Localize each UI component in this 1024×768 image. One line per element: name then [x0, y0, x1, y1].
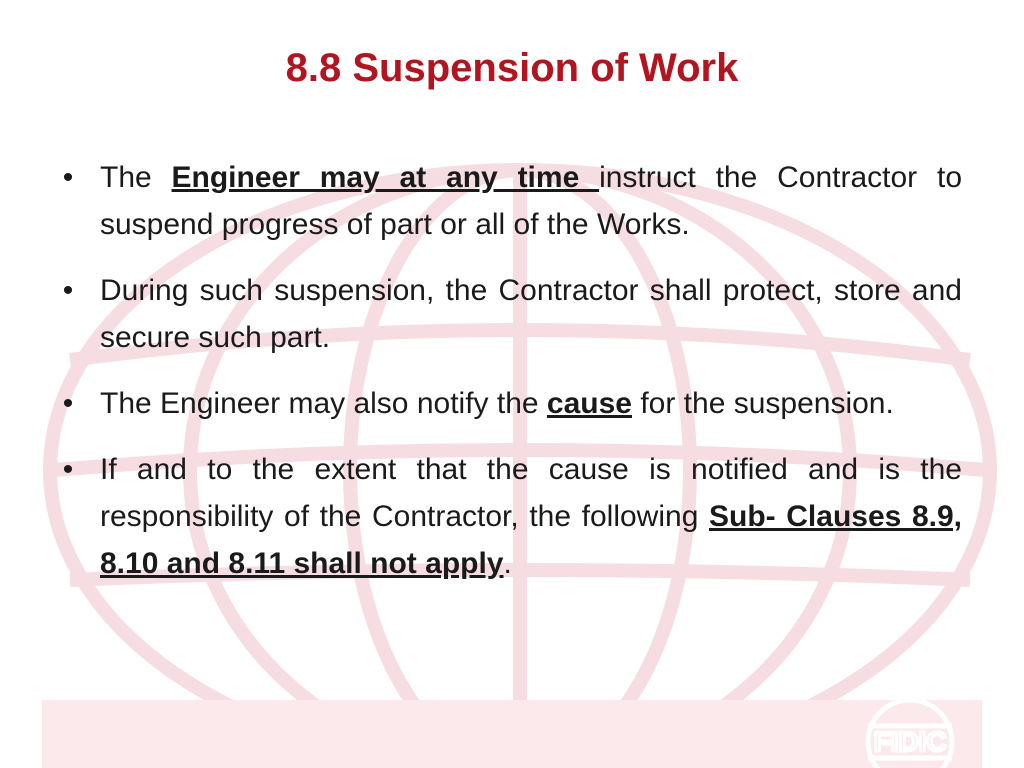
bullet-dot-icon: • [62, 453, 74, 486]
bullet-text: During such suspension, the Contractor shall protect, store and secure such part. [100, 274, 962, 354]
bullet-dot-icon: • [62, 274, 74, 307]
fidic-logo-text: FIDIC [873, 726, 947, 757]
footer-band [42, 700, 982, 768]
bullet-dot-icon: • [62, 387, 74, 420]
bullet-list [58, 154, 962, 606]
bullet-text: The Engineer may also notify the [100, 387, 547, 420]
bullet-text: instruct the Contractor to suspend progress of part or all of the Works. [100, 161, 963, 241]
bullet-item [58, 446, 962, 587]
bullet-emphasis: Sub- Clauses 8.9, 8.10 and 8.11 shall not apply [100, 500, 962, 580]
fidic-logo-icon [848, 692, 972, 768]
bullet-dot-icon: • [62, 161, 74, 194]
slide-title: 8.8 Suspension of Work [285, 46, 739, 90]
bullet-item [58, 154, 962, 248]
bullet-text: If and to the extent that the cause is notified and is the responsibility of the Contractor, the following [100, 453, 962, 533]
bullet-item [58, 267, 962, 361]
bullet-text: for the suspension. [632, 387, 894, 420]
bullet-item [58, 380, 962, 427]
bullet-text: The [100, 161, 172, 194]
bullet-emphasis: Engineer may at any time [171, 161, 600, 194]
bullet-emphasis: cause [546, 387, 632, 420]
bullet-text: . [503, 547, 512, 580]
